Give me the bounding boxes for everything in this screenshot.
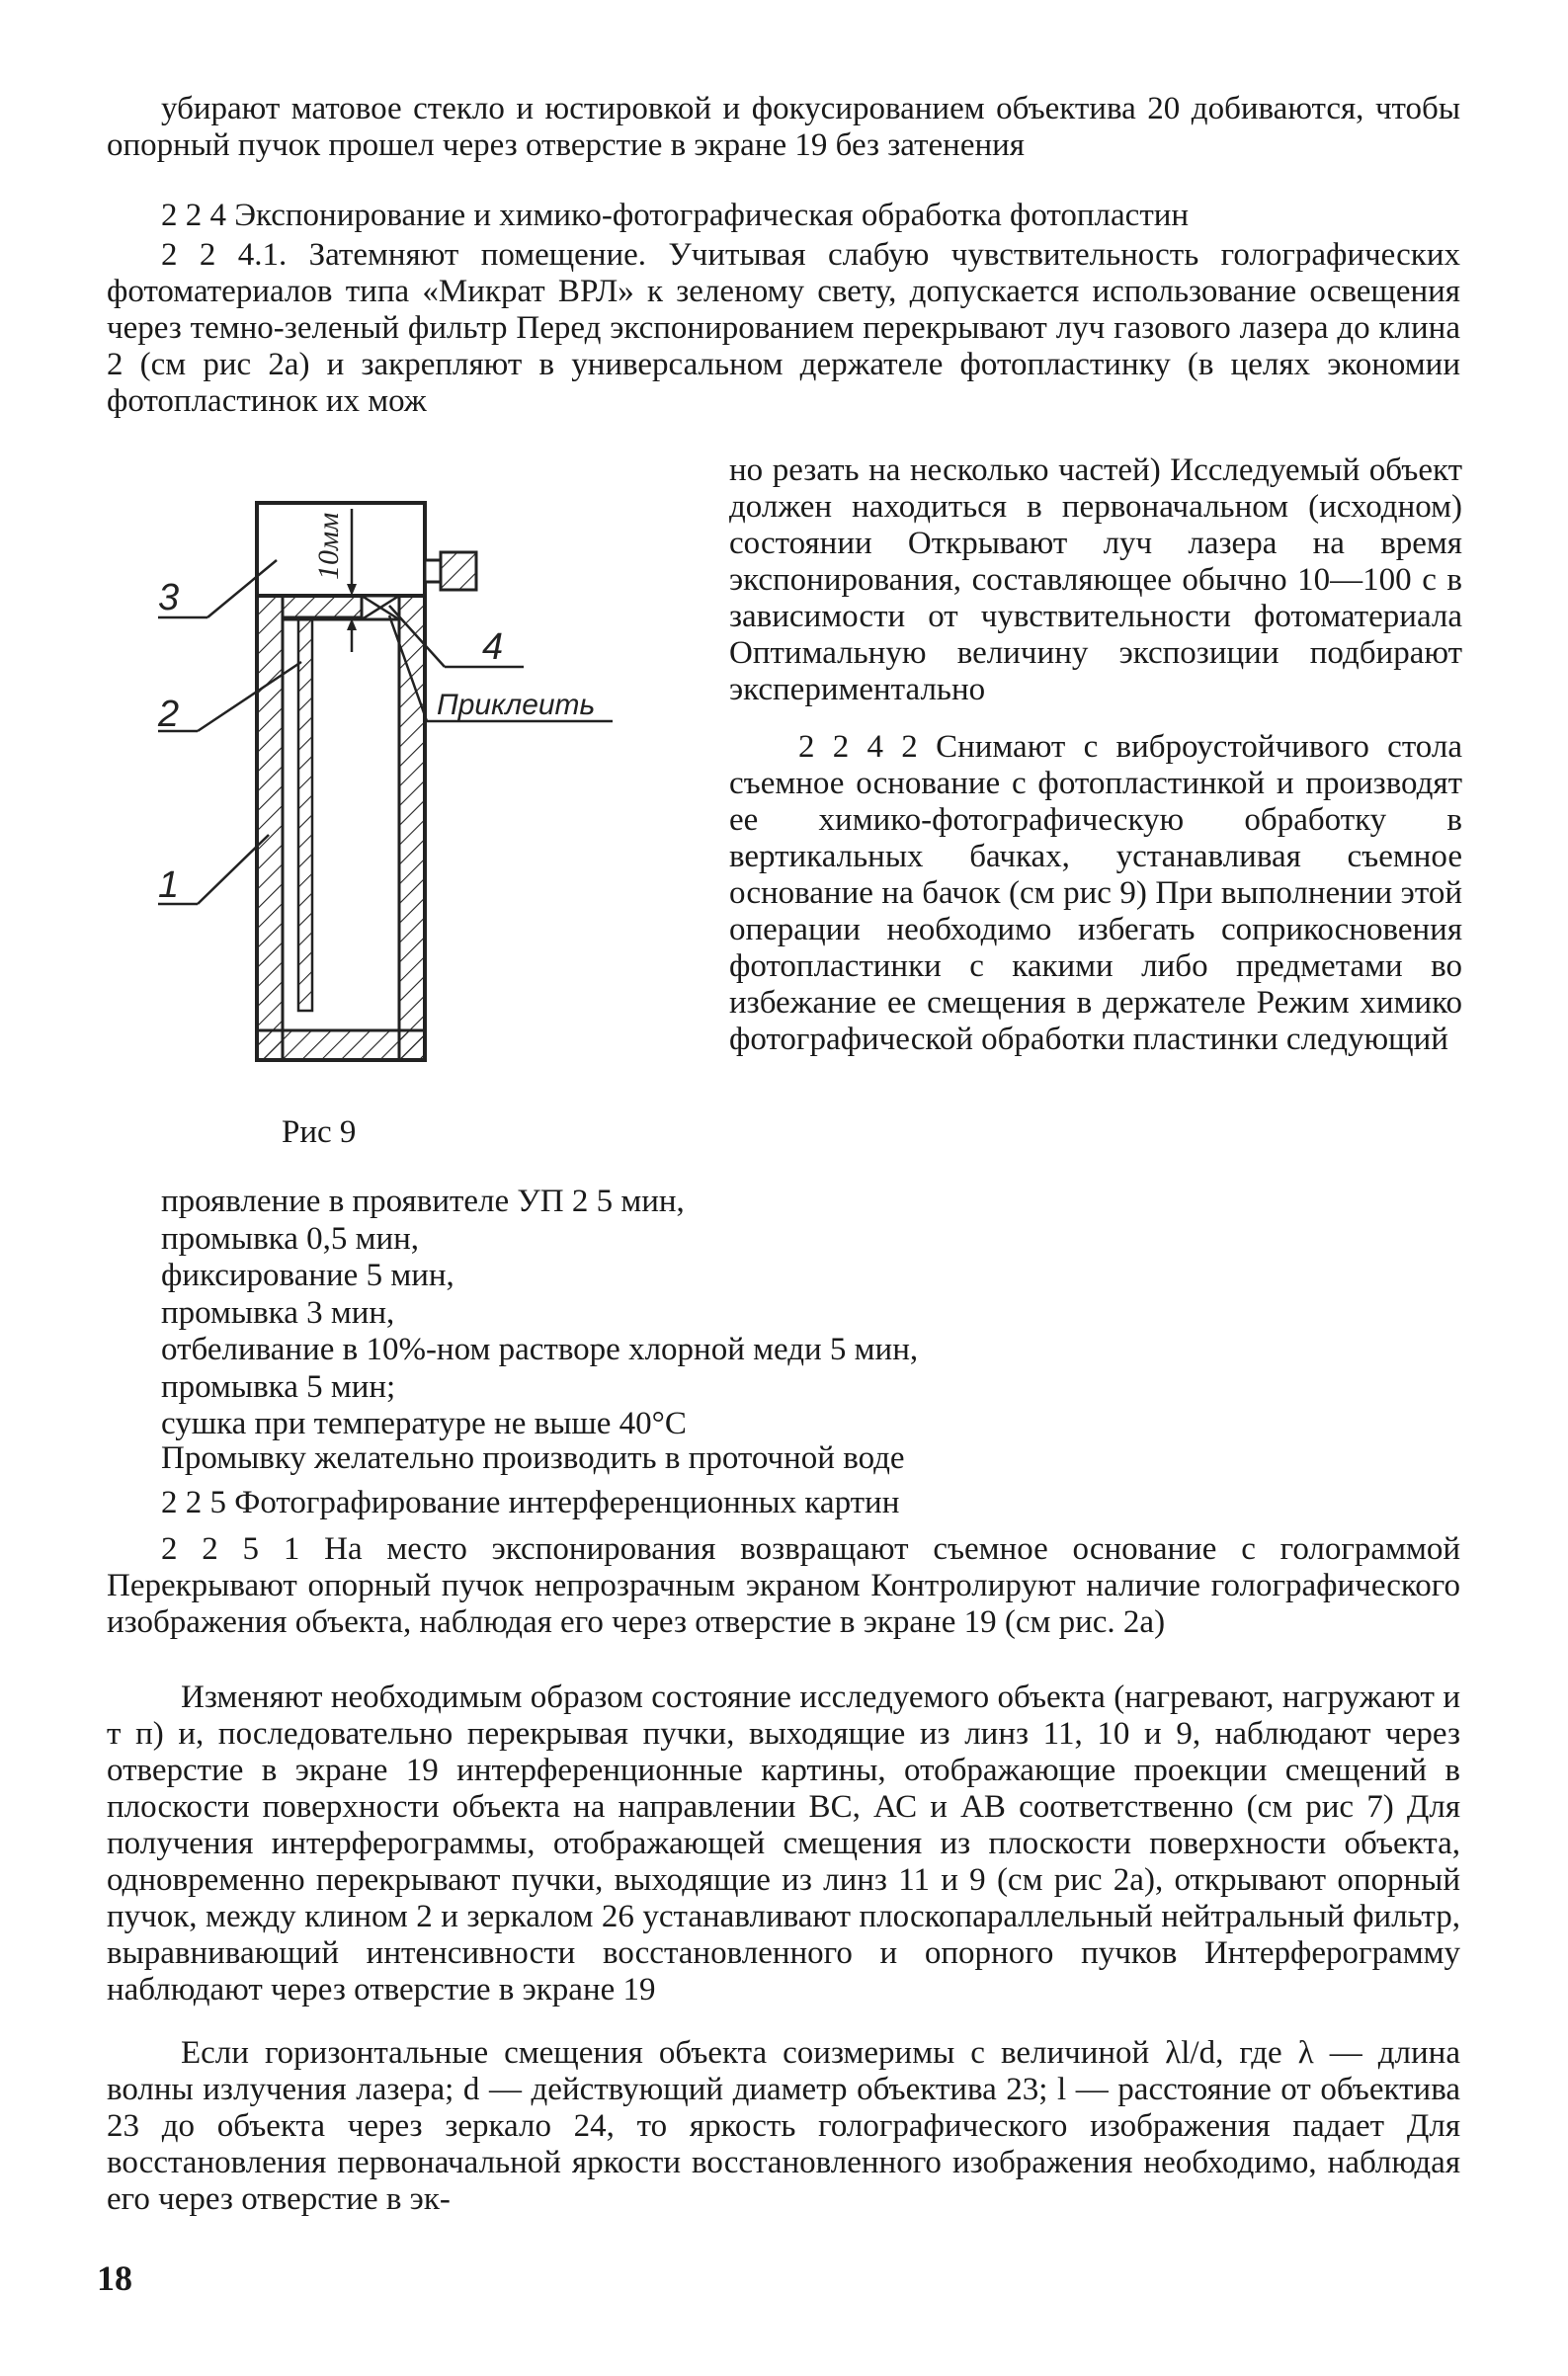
paragraph-2-2-4-1 [107,237,1460,420]
photoplate [298,619,312,1011]
paragraph-2-2-4-2: 2 2 4 2 Снимают с виброустойчивого стола съемное основание с фотопластинкой и производят ее химико-фотографическую обработку в вертикальных бачках, устанавливая съемное основание на бачок (см рис 9) При выполнении этой операции необходимо избегать соприкосновения фотопластинки с какими либо предметами во избежание ее смещения в держателе Режим химико фотографической обработки пластинки следующий [729,729,1462,1057]
paragraph-intro: убирают матовое стекло и юстировкой и фокусированием объектива 20 добиваются, чтобы опорный пучок прошел через отверстие в экране 19 без затенения [107,91,1460,163]
label-2: 2 [158,694,180,735]
screw-knob [425,560,441,582]
list-item: фиксирование 5 мин, [161,1258,454,1293]
dimension-label: 10мм [312,512,345,580]
page-number: 18 [97,2258,132,2298]
paragraph-2-2-4-1-continued: но резать на несколько частей) Исследуемый объект должен находиться в первоначальном (исходном) состоянии Открывают луч лазера на время экспонирования, составляющее обычно 10—100 с в зависимости от чувствительности фотоматериала Оптимальную величину экспозиции подбирают экспериментально [729,452,1462,707]
label-4: 4 [482,626,504,668]
list-item: сушка при температуре не выше 40°С [161,1406,687,1441]
paragraph-2-2-4-1-text: 2 2 4.1. Затемняют помещение. Учитывая слабую чувствительность голографических фотоматериалов типа «Микрат ВРЛ» к зеленому свету, допускается использование освещения через темно-зеленый фильтр Перед экспонированием перекрывают луч газового лазера до клина 2 (см рис 2а) и закрепляют в универсальном держателе фотопластинку (в целях экономии фотопластинок их мож [107,237,1460,419]
list-item: проявление в проявителе УП 2 5 мин, [161,1184,685,1219]
paragraph-2-2-5-1: 2 2 5 1 На место экспонирования возвращают съемное основание с голограммой Перекрывают опорный пучок непрозрачным экраном Контролируют наличие голографического изображения объекта, наблюдая его через отверстие в экране 19 (см рис. 2а) [107,1531,1460,1640]
figure-caption: Рис 9 [282,1114,357,1150]
glue-note: Приклеить [437,689,596,721]
paragraph-rinse: Промывку желательно производить в проточной воде [161,1440,905,1476]
label-3: 3 [158,577,180,618]
label-1: 1 [158,864,180,906]
figure-9-diagram [148,489,642,1082]
list-item: промывка 3 мин, [161,1294,395,1331]
process-steps-list [161,1184,918,1443]
paragraph-horizontal-shifts: Если горизонтальные смещения объекта соизмеримы с величиной λl/d, где λ — длина волны излучения лазера; d — действующий диаметр объектива 23; l — расстояние от объектива 23 до объекта через зеркало 24, то яркость голографического изображения падает Для восстановления первоначальной яркости восстановленного изображения необходимо, наблюдая его через отверстие в эк- [107,2035,1460,2217]
heading-2-2-4: 2 2 4 Экспонирование и химико-фотографическая обработка фотопластин [161,198,1190,233]
list-item: отбеливание в 10%-ном растворе хлорной меди 5 мин, [161,1332,919,1367]
list-item: промывка 5 мин; [161,1368,396,1405]
list-item: промывка 0,5 мин, [161,1220,420,1257]
heading-2-2-5: 2 2 5 Фотографирование интерференционных картин [161,1485,900,1520]
paragraph-change-state: Изменяют необходимым образом состояние исследуемого объекта (нагревают, нагружают и т п) и, последовательно перекрывая пучки, выходящие из линз 11, 10 и 9, наблюдают через отверстие в экране 19 интерференционные картины, отображающие проекции смещений в плоскости поверхности объекта на направлении ВС, АС и АВ соответственно (см рис 7) Для получения интерферограммы, отображающей смещения из плоскости поверхности объекта, одновременно перекрывают пучки, выходящие из линз 11 и 9 (см рис 2а), открывают опорный пучок, между клином 2 и зеркалом 26 устанавливают плоскопараллельный нейтральный фильтр, выравнивающий интенсивности восстановленного и опорного пучков Интерферограмму наблюдают через отверстие в экране 19 [107,1680,1460,2007]
